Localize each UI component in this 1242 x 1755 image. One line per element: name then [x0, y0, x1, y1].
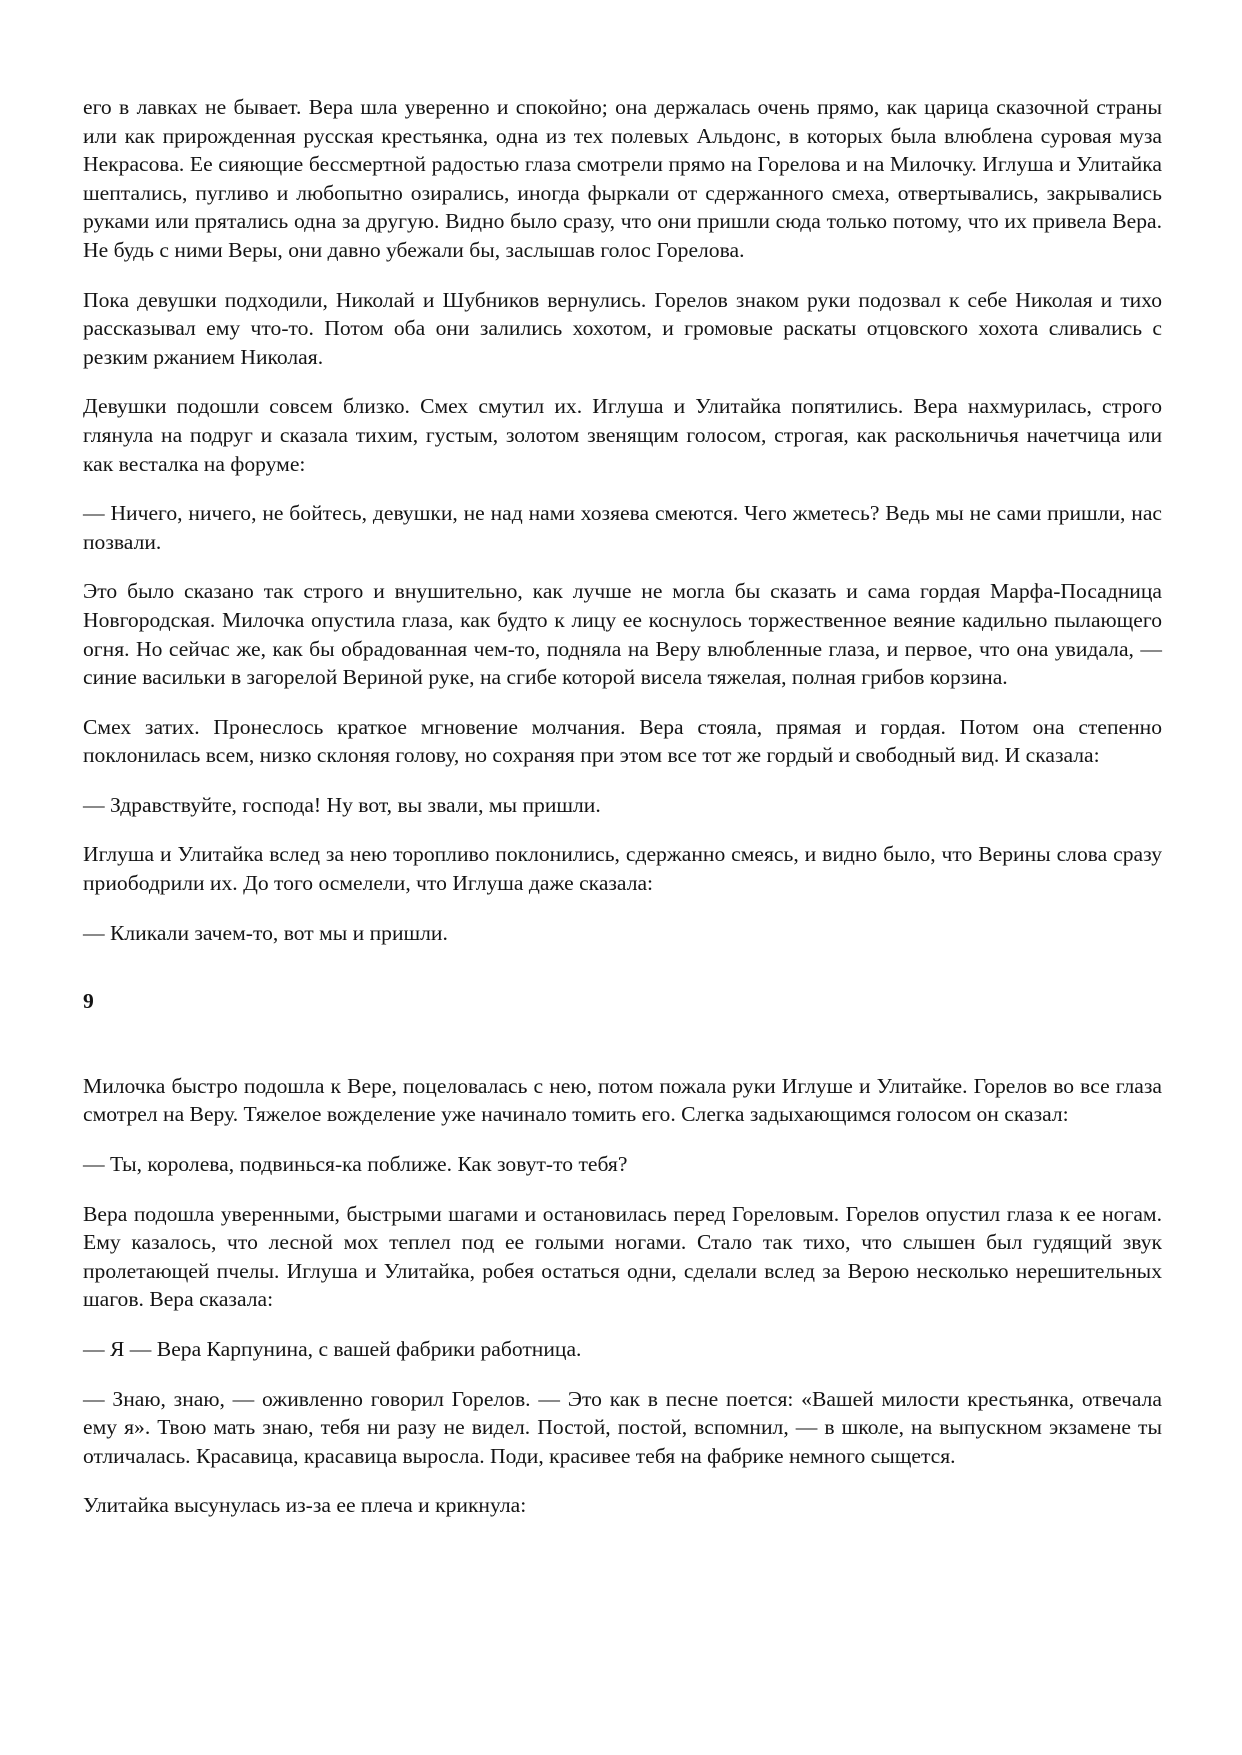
paragraph: — Кликали зачем-то, вот мы и пришли.	[83, 920, 448, 945]
paragraph: его в лавках не бывает. Вера шла уверенно и спокойно; она держалась очень прямо, как царица сказочной страны или как прирожденная русская крестьянка, одна из тех полевых Альдонс, в которых была влюблена суровая муза Некрасова. Ее сияющие бессмертной радостью глаза смотрели прямо на Горелова и на Милочку. Иглуша и Улитайка шептались, пугливо и любопытно озирались, иногда фыркали от сдержанного смеха, отвертывались, закрывались руками или прятались одна за другую. Видно было сразу, что они пришли сюда только потому, что их привела Вера. Не будь с ними Веры, они давно убежали бы, заслышав голос Горелова.	[83, 95, 1162, 262]
paragraph: — Я — Вера Карпунина, с вашей фабрики работница.	[83, 1337, 582, 1361]
paragraph: Девушки подошли совсем близко. Смех смутил их. Иглуша и Улитайка попятились. Вера нахмурилась, строго глянула на подруг и сказала тихим, густым, золотом звенящим голосом, строгая, как раскольничья начетчица или как весталка на форуме:	[83, 394, 1162, 476]
paragraph: Пока девушки подходили, Николай и Шубников вернулись. Горелов знаком руки подозвал к себе Николая и тихо рассказывал ему что-то. Потом оба они залились хохотом, и громовые раскаты отцовского хохота сливались с резким ржанием Николая.	[83, 287, 1162, 369]
paragraph: Это было сказано так строго и внушительно, как лучше не могла бы сказать и сама гордая Марфа-Посадница Новгородская. Милочка опустила глаза, как будто к лицу ее коснулось торжественное веяние кадильно пылающего огня. Но сейчас же, как бы обрадованная чем-то, подняла на Веру влюбленные глаза, и первое, что она увидала, — синие васильки в загорелой Вериной руке, на сгибе которой висела тяжелая, полная грибов корзина.	[83, 579, 1162, 690]
paragraph: Милочка быстро подошла к Вере, поцеловалась с нею, потом пожала руки Иглуше и Улитайке. Горелов во все глаза смотрел на Веру. Тяжелое вожделение уже начинало томить его. Слегка задыхающимся голосом он сказал:	[83, 1073, 1162, 1127]
chapter-heading: 9	[83, 989, 94, 1014]
document-page	[83, 93, 1162, 1520]
paragraph: — Ты, королева, подвинься-ка поближе. Как зовут-то тебя?	[83, 1152, 628, 1177]
paragraph: Вера подошла уверенными, быстрыми шагами и остановилась перед Гореловым. Горелов опустил глаза к ее ногам. Ему казалось, что лесной мох теплел под ее голыми ногами. Стало так тихо, что слышен был гудящий звук пролетающей пчелы. Иглуша и Улитайка, робея остаться одни, сделали вслед за Верою несколько нерешительных шагов. Вера сказала:	[83, 1201, 1162, 1312]
paragraph: Улитайка высунулась из-за ее плеча и крикнула:	[83, 1493, 527, 1518]
paragraph: Иглуша и Улитайка вслед за нею торопливо поклонились, сдержанно смеясь, и видно было, что Верины слова сразу приободрили их. До того осмелели, что Иглуша даже сказала:	[83, 842, 1162, 896]
paragraph: — Ничего, ничего, не бойтесь, девушки, не над нами хозяева смеются. Чего жметесь? Ведь мы не сами пришли, нас позвали.	[83, 501, 1162, 554]
paragraph: Смех затих. Пронеслось краткое мгновение молчания. Вера стояла, прямая и гордая. Потом она степенно поклонилась всем, низко склоняя голову, но сохраняя при этом все тот же гордый и свободный вид. И сказала:	[83, 714, 1162, 768]
paragraph: — Знаю, знаю, — оживленно говорил Горелов. — Это как в песне поется: «Вашей милости крестьянка, отвечала ему я». Твою мать знаю, тебя ни разу не видел. Постой, постой, вспомнил, — в школе, на выпускном экзамене ты отличалась. Красавица, красавица выросла. Поди, красивее тебя на фабрике немного сыщется.	[83, 1386, 1162, 1468]
paragraph: — Здравствуйте, господа! Ну вот, вы звали, мы пришли.	[83, 792, 601, 817]
